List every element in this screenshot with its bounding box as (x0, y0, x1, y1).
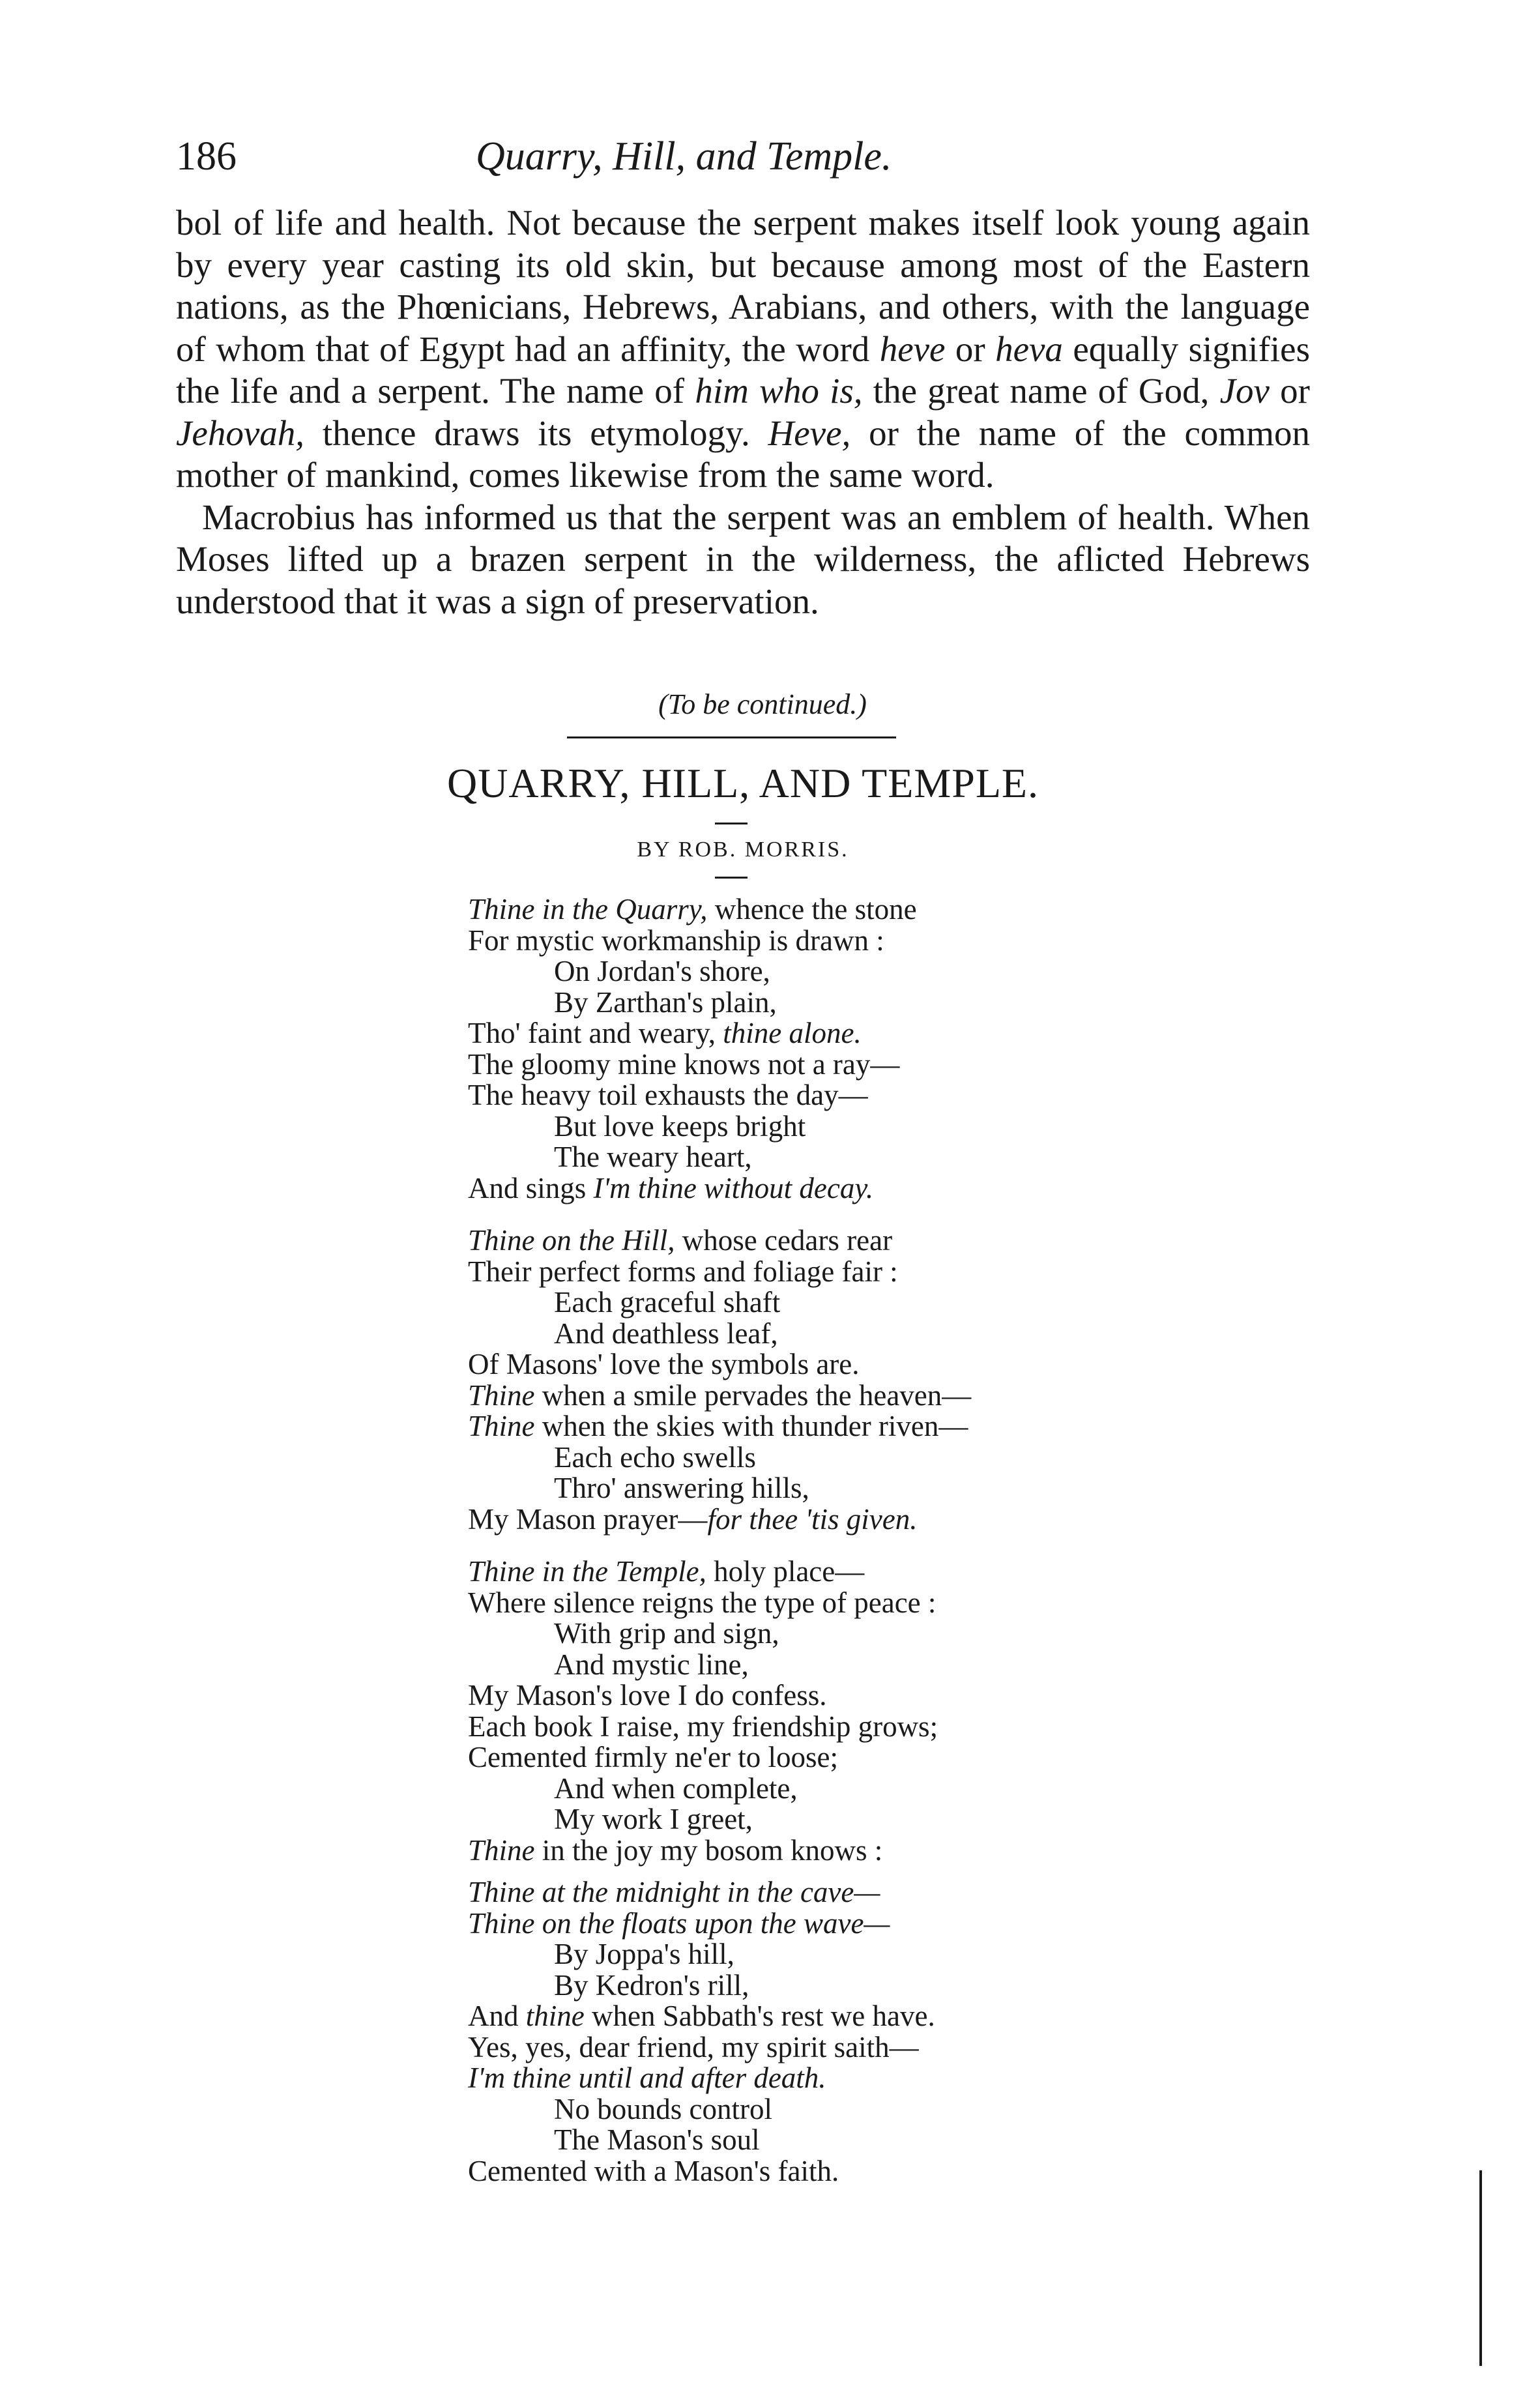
poem-line (468, 1908, 1250, 1940)
poem-line (468, 2001, 1250, 2032)
text-run: or (1269, 371, 1310, 411)
poem-line: The weary heart, (554, 1141, 752, 1173)
poem-line: With grip and sign, (554, 1617, 779, 1650)
text-run: when Sabbath's rest we have. (584, 2000, 935, 2032)
stanza-4 (468, 1877, 1250, 2187)
poem-line: But love keeps bright (554, 1109, 806, 1143)
italic-run: I'm thine until and after death. (468, 2062, 826, 2094)
italic-run: for thee 'tis given. (707, 1502, 918, 1536)
poem-line: On Jordan's shore, (554, 955, 770, 987)
text-run: in the joy my bosom knows : (534, 1833, 883, 1867)
paragraph-1 (176, 202, 1310, 497)
text-run: Tho' faint and weary, (468, 1017, 723, 1049)
poem-line: Yes, yes, dear friend, my spirit saith— (468, 2030, 919, 2063)
title-dash (715, 823, 748, 824)
poem-line (468, 1018, 1250, 1049)
text-run: or (945, 328, 996, 369)
poem-line: Each graceful shaft (554, 1286, 781, 1319)
italic-run: I'm thine without decay. (593, 1171, 874, 1204)
section-divider (567, 736, 896, 738)
poem-line: Each echo swells (554, 1440, 756, 1474)
paragraph-2: Macrobius has informed us that the serpent was an emblem of health. When Moses lifted up a brazen serpent in the wilderness, the aflicted Hebrews understood that it was a sign of preservation. (176, 497, 1310, 621)
poem-line: Of Masons' love the symbols are. (468, 1348, 860, 1380)
poem-byline: BY ROB. MORRIS. (637, 838, 849, 862)
stanza-1 (468, 894, 1250, 1204)
text-run: the great name of God, (862, 371, 1220, 411)
poem-line: No bounds control (554, 2092, 772, 2125)
poem-line: Their perfect forms and foliage fair : (468, 1255, 898, 1288)
italic-run: thine (525, 2000, 585, 2032)
poem-line: Thro' answering hills, (554, 1472, 809, 1504)
poem-line: And mystic line, (554, 1648, 749, 1681)
page-header (176, 134, 1375, 192)
text-run: when the skies with thunder riven— (534, 1410, 968, 1442)
text-run: equally signifies the life and a serpent. The name of (176, 328, 1310, 411)
italic-run: Heve, (768, 413, 851, 453)
page-number: 186 (176, 134, 237, 179)
text-run: bol of life and health. Not because the serpent makes itself look young again by every year casting its old skin, but because among most of the Eastern nations, as the Phœnicians, Hebrews, Arabians, and others, with the language of whom that of Egypt had an affinity, the word (176, 203, 1310, 369)
text-run: thence draws its etymology. (304, 413, 768, 453)
text-run: or the name of the common mother of mankind, comes likewise from the same word. (176, 413, 1310, 495)
running-head: Quarry, Hill, and Temple. (476, 134, 892, 179)
scan-edge-mark (1479, 2170, 1482, 2366)
text-run: My Mason prayer— (468, 1502, 708, 1536)
italic-run: thine alone. (723, 1017, 862, 1049)
text-run: whose cedars rear (675, 1224, 893, 1257)
poem-line: My Mason's love I do confess. (468, 1679, 827, 1712)
italic-run: heva (995, 328, 1063, 369)
italic-run: Thine (468, 1833, 535, 1867)
text-run: whence the stone (707, 893, 917, 925)
italic-run: Thine (468, 1378, 535, 1412)
text-run: And sings (468, 1171, 594, 1204)
poem-line: Where silence reigns the type of peace : (468, 1586, 937, 1619)
byline-dash (715, 877, 748, 879)
italic-run: Thine (468, 1410, 535, 1442)
poem-line (468, 1504, 1250, 1536)
poem-line: And deathless leaf, (554, 1317, 778, 1350)
poem-line (468, 1411, 1250, 1442)
italic-run: him who is, (695, 371, 863, 411)
italic-run: heve (879, 328, 946, 369)
poem-line (468, 1380, 1250, 1412)
italic-run: Thine on the Hill, (468, 1224, 675, 1257)
poem-line: By Zarthan's plain, (554, 985, 777, 1019)
poem-line: Cemented firmly ne'er to loose; (468, 1741, 838, 1773)
poem-line (468, 1556, 1250, 1588)
poem-title: QUARRY, HILL, AND TEMPLE. (446, 760, 1039, 806)
italic-run: Thine in the Temple, (468, 1555, 706, 1588)
poem-line: By Kedron's rill, (554, 1968, 749, 2002)
text-run: holy place— (706, 1555, 865, 1588)
poem-line (468, 1835, 1250, 1867)
stanza-3 (468, 1556, 1250, 1866)
prose-body (176, 202, 1310, 622)
poem-line: My work I greet, (554, 1803, 753, 1835)
italic-run: Thine in the Quarry, (468, 893, 708, 925)
italic-run: Thine on the floats upon the wave— (468, 1906, 890, 1940)
poem-line (468, 2063, 1250, 2094)
poem-line: Each book I raise, my friendship grows; (468, 1710, 938, 1743)
italic-run: Jehovah, (176, 413, 304, 453)
poem-line: And when complete, (554, 1771, 798, 1805)
poem-line (468, 894, 1250, 925)
poem-line: The heavy toil exhausts the day— (468, 1079, 868, 1111)
text-run: when a smile pervades the heaven— (534, 1378, 972, 1412)
poem-line (468, 1173, 1250, 1204)
poem-line: For mystic workmanship is drawn : (468, 924, 884, 957)
stanza-2 (468, 1225, 1250, 1535)
poem-line: Cemented with a Mason's faith. (468, 2154, 839, 2187)
italic-run: Thine at the midnight in the cave— (468, 1876, 880, 1908)
text-run: And (468, 2000, 526, 2032)
italic-run: Jov (1219, 371, 1270, 411)
poem-line: By Joppa's hill, (554, 1938, 734, 1970)
poem-line (468, 1877, 1250, 1908)
poem-line: The gloomy mine knows not a ray— (468, 1047, 900, 1081)
poem-line: The Mason's soul (554, 2123, 760, 2156)
poem-line (468, 1225, 1250, 1257)
to-be-continued-note: (To be continued.) (658, 688, 867, 720)
